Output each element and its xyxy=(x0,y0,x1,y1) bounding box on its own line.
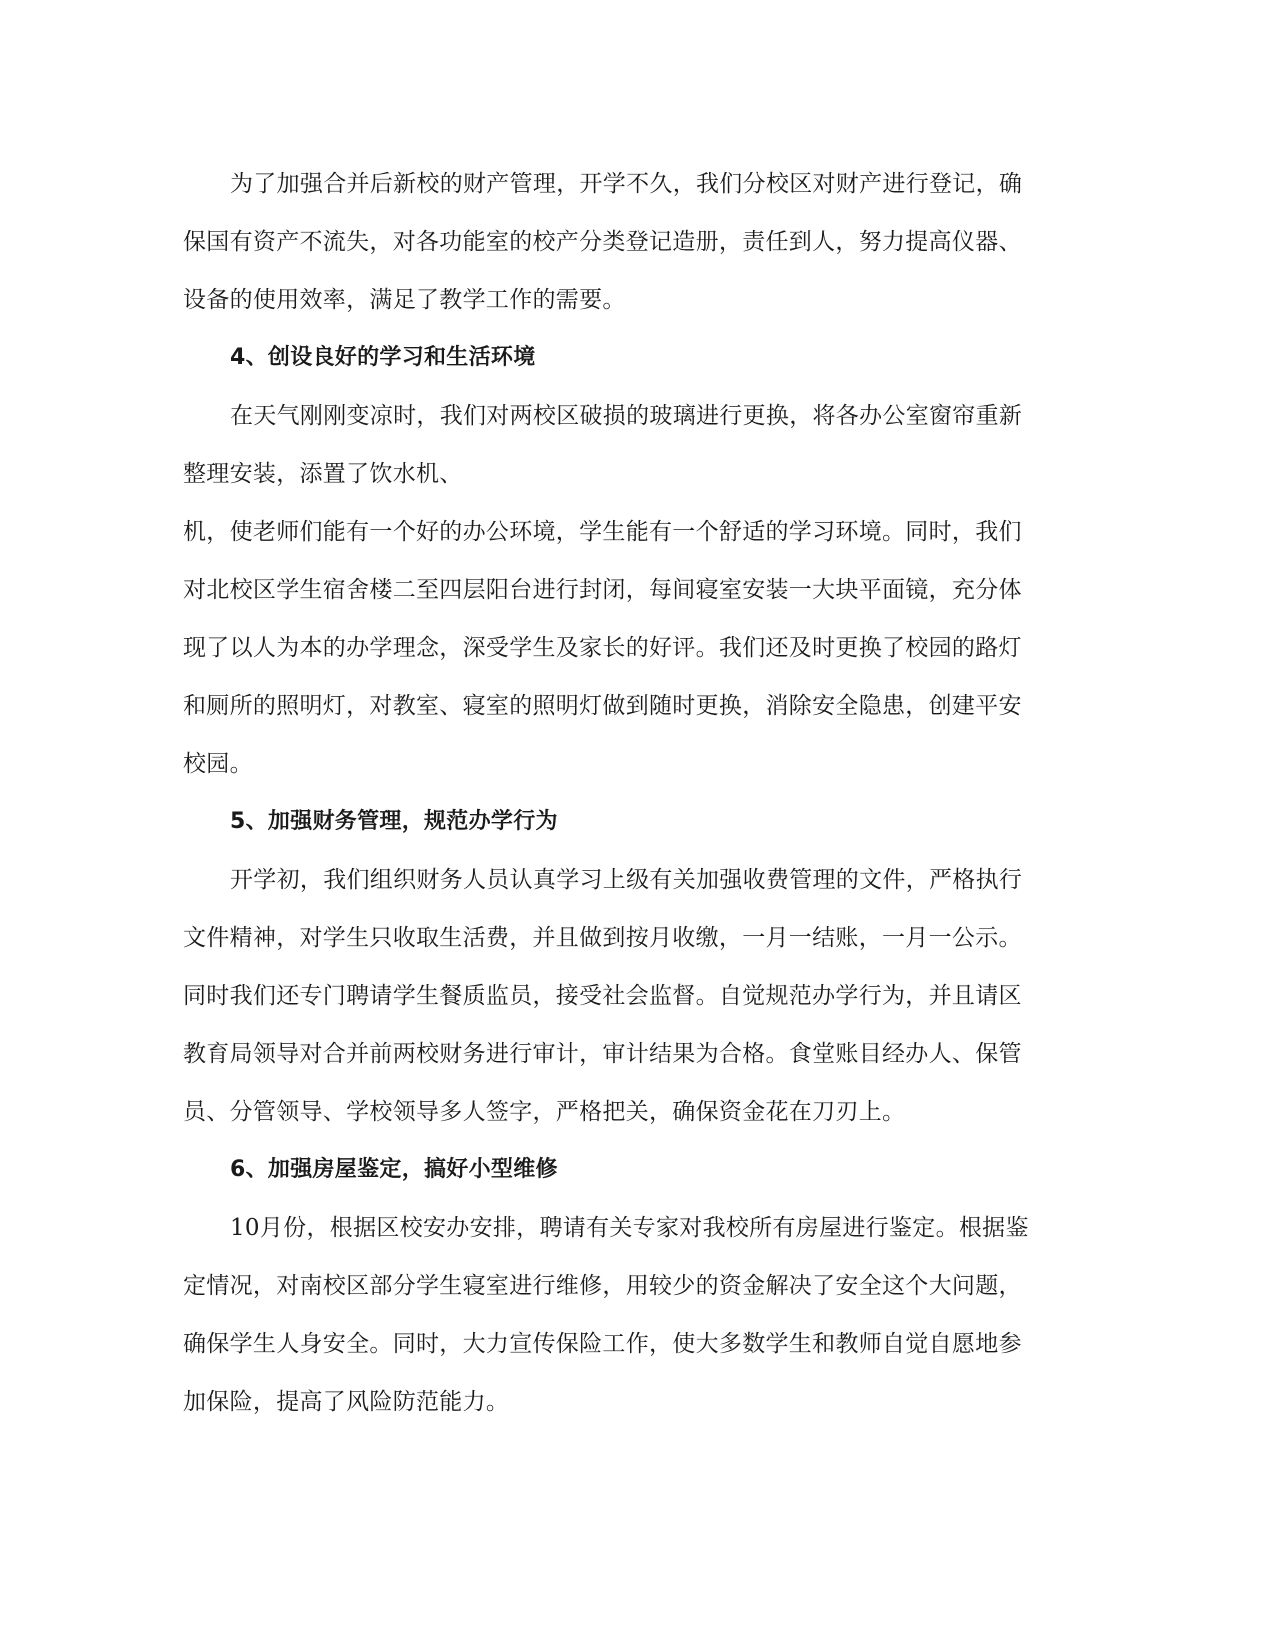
paragraph-line: 现了以人为本的办学理念，深受学生及家长的好评。我们还及时更换了校园的路灯 xyxy=(183,635,1022,661)
paragraph-line: 开学初，我们组织财务人员认真学习上级有关加强收费管理的文件，严格执行 xyxy=(230,867,1023,893)
paragraph-line: 保国有资产不流失，对各功能室的校产分类登记造册，责任到人，努力提高仪器、 xyxy=(183,229,1022,255)
section-heading: 5、加强财务管理，规范办学行为 xyxy=(230,809,558,834)
paragraph-line: 员、分管领导、学校领导多人签字，严格把关，确保资金花在刀刃上。 xyxy=(183,1099,906,1125)
paragraph-line: 和厕所的照明灯，对教室、寝室的照明灯做到随时更换，消除安全隐患，创建平安 xyxy=(183,693,1022,719)
paragraph-line: 校园。 xyxy=(183,751,253,777)
paragraph-line: 文件精神，对学生只收取生活费，并且做到按月收缴，一月一结账，一月一公示。 xyxy=(183,925,1022,951)
paragraph-line: 同时我们还专门聘请学生餐质监员，接受社会监督。自觉规范办学行为，并且请区 xyxy=(183,983,1022,1009)
paragraph-line: 教育局领导对合并前两校财务进行审计，审计结果为合格。食堂账目经办人、保管 xyxy=(183,1041,1022,1067)
paragraph-line: 10月份，根据区校安办安排，聘请有关专家对我校所有房屋进行鉴定。根据鉴 xyxy=(230,1215,1029,1241)
paragraph-line: 设备的使用效率，满足了教学工作的需要。 xyxy=(183,287,626,313)
paragraph-line: 在天气刚刚变凉时，我们对两校区破损的玻璃进行更换，将各办公室窗帘重新 xyxy=(230,403,1023,429)
paragraph-line: 确保学生人身安全。同时，大力宣传保险工作，使大多数学生和教师自觉自愿地参 xyxy=(183,1331,1022,1357)
paragraph-line: 整理安装，添置了饮水机、 xyxy=(183,461,463,487)
paragraph-line: 定情况，对南校区部分学生寝室进行维修，用较少的资金解决了安全这个大问题， xyxy=(183,1273,1022,1299)
document-body xyxy=(183,155,1088,1431)
section-heading: 6、加强房屋鉴定，搞好小型维修 xyxy=(230,1157,558,1182)
paragraph-line: 对北校区学生宿舍楼二至四层阳台进行封闭，每间寝室安装一大块平面镜，充分体 xyxy=(183,577,1022,603)
paragraph-line: 加保险，提高了风险防范能力。 xyxy=(183,1389,510,1415)
paragraph-line: 机，使老师们能有一个好的办公环境，学生能有一个舒适的学习环境。同时，我们 xyxy=(183,519,1022,545)
paragraph-line: 为了加强合并后新校的财产管理，开学不久，我们分校区对财产进行登记，确 xyxy=(230,171,1023,197)
section-heading: 4、创设良好的学习和生活环境 xyxy=(230,345,536,370)
